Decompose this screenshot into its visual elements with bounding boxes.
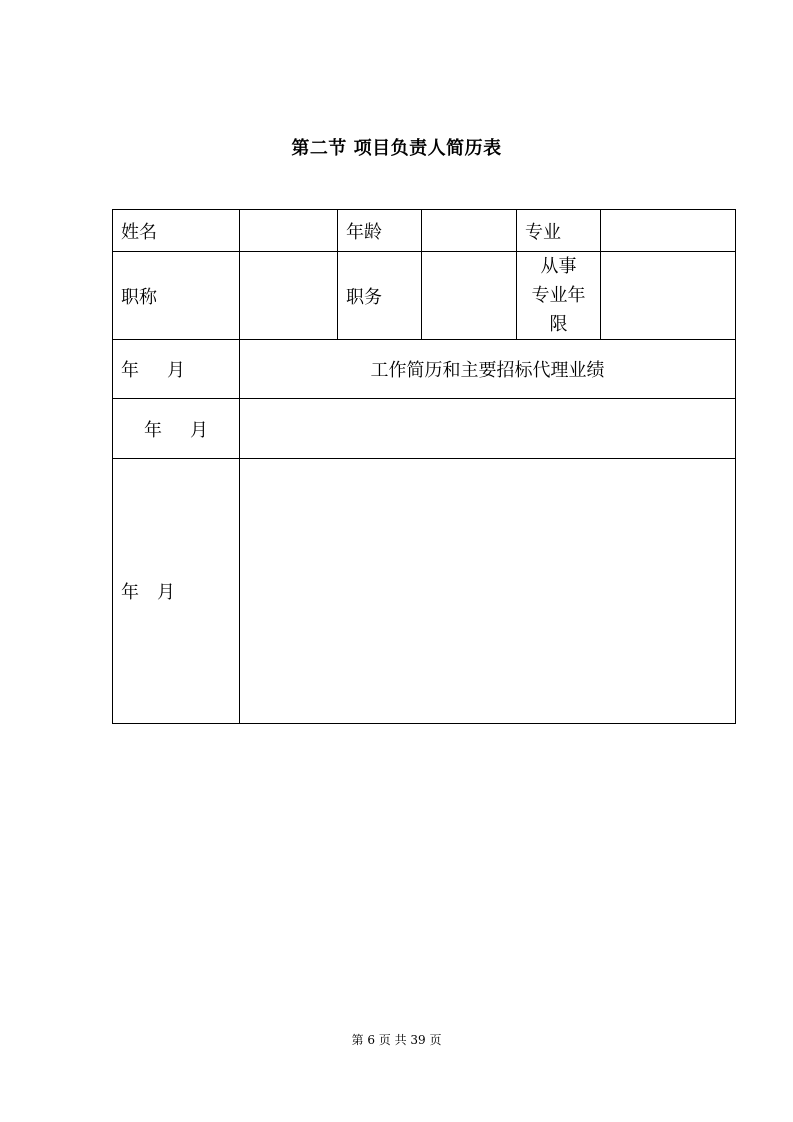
professional-title-label: 职称 [113, 252, 240, 340]
age-value [422, 210, 517, 252]
professional-title-value [240, 252, 338, 340]
page-title: 第二节 项目负责人简历表 [291, 138, 502, 159]
resume-table [112, 209, 736, 724]
name-value [240, 210, 338, 252]
position-label: 职务 [338, 252, 422, 340]
table-row [113, 459, 736, 724]
years-label-line: 从事 [540, 256, 577, 277]
major-label: 专业 [517, 210, 601, 252]
years-label-line: 专业年 [531, 285, 586, 306]
table-row [113, 252, 736, 340]
year-label: 年 [144, 419, 162, 441]
years-in-profession-label [517, 252, 601, 340]
position-value [422, 252, 517, 340]
table-row [113, 399, 736, 459]
years-label-line: 限 [549, 314, 568, 335]
work-history-entry [240, 459, 736, 724]
major-value [601, 210, 736, 252]
month-label: 月 [167, 360, 185, 381]
date-cell [113, 399, 240, 459]
work-history-entry [240, 399, 736, 459]
name-label: 姓名 [113, 210, 240, 252]
years-in-profession-value [601, 252, 736, 340]
table-row [113, 210, 736, 252]
month-label: 月 [190, 419, 208, 441]
year-label: 年 [121, 360, 139, 381]
date-cell [113, 459, 240, 724]
table-row [113, 340, 736, 399]
year-label: 年 [121, 582, 139, 603]
work-history-header: 工作简历和主要招标代理业绩 [240, 340, 736, 399]
month-label: 月 [157, 582, 175, 603]
page-footer: 第 6 页 共 39 页 [351, 1033, 442, 1047]
date-cell [113, 340, 240, 399]
age-label: 年龄 [338, 210, 422, 252]
